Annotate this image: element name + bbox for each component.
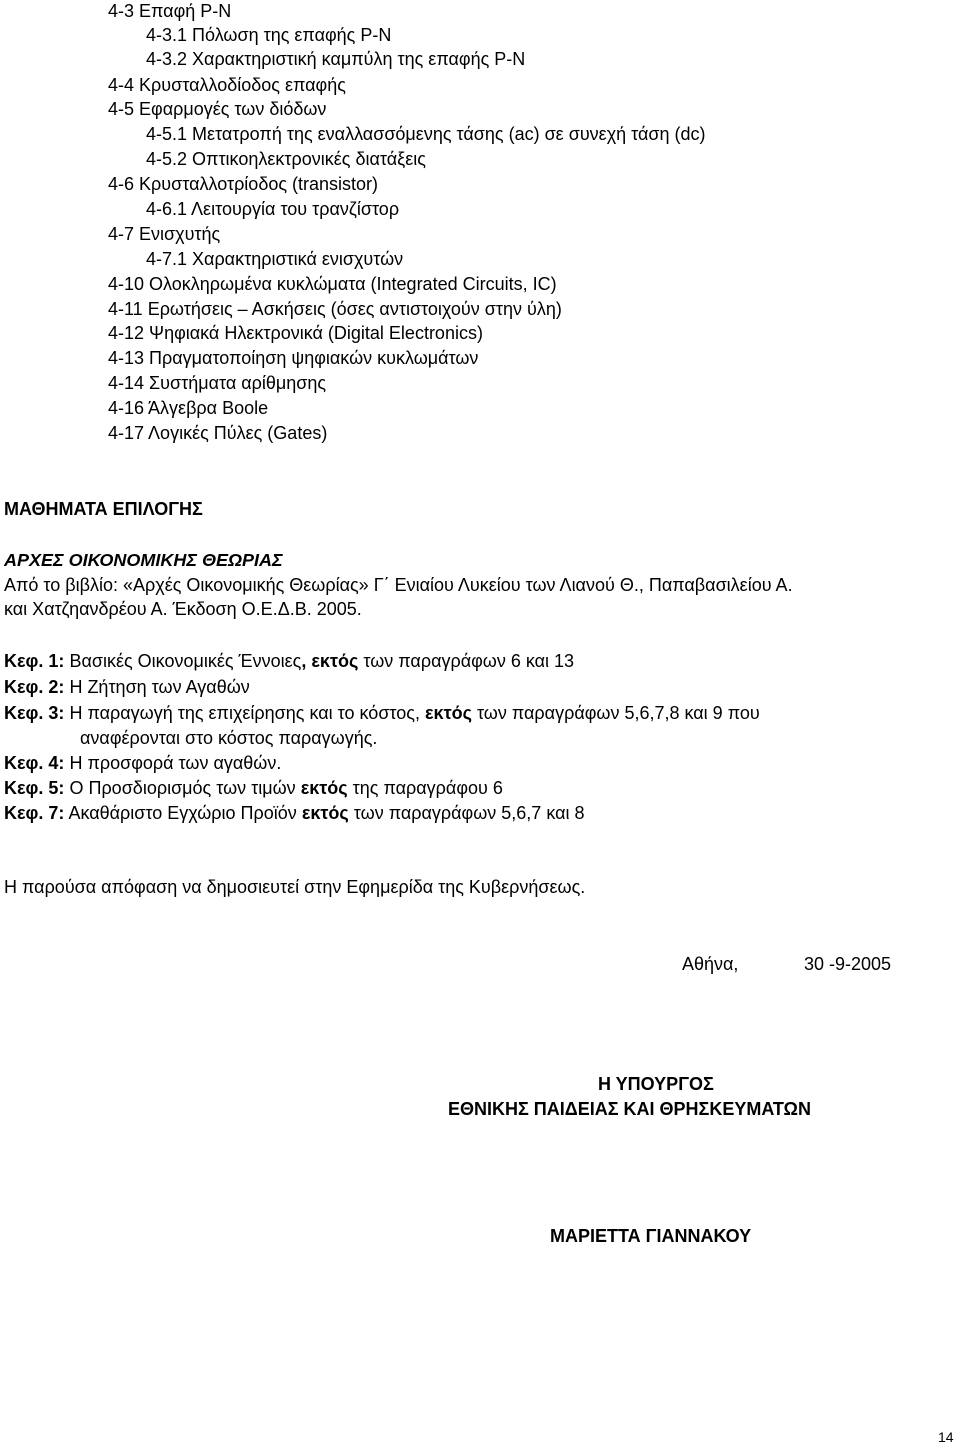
chapter-label: Κεφ. 7: bbox=[4, 803, 65, 823]
toc-item: 4-16 Άλγεβρα Boole bbox=[108, 398, 269, 418]
chapter-label: Κεφ. 4: bbox=[4, 753, 65, 773]
chapter-label: Κεφ. 1: bbox=[4, 651, 65, 671]
signature-title: Η ΥΠΟΥΡΓΟΣ bbox=[598, 1074, 714, 1094]
section-heading: ΜΑΘΗΜΑΤΑ ΕΠΙΛΟΓΗΣ bbox=[4, 499, 203, 519]
book-reference-line: Από το βιβλίο: «Αρχές Οικονομικής Θεωρίας» Γ΄ Ενιαίου Λυκείου των Λιανού Θ., Παπαβασιλείου Α. bbox=[4, 575, 793, 595]
chapter-line bbox=[4, 676, 250, 698]
book-reference-line: και Χατζηανδρέου Α. Έκδοση Ο.Ε.Δ.Β. 2005. bbox=[4, 599, 362, 619]
chapter-continuation: αναφέρονται στο κόστος παραγωγής. bbox=[80, 728, 378, 748]
chapter-line bbox=[4, 650, 574, 672]
toc-item: 4-5 Εφαρμογές των διόδων bbox=[108, 99, 327, 119]
chapter-exception: εκτός bbox=[301, 803, 349, 823]
toc-item: 4-3 Επαφή P-N bbox=[108, 1, 232, 21]
toc-item: 4-6 Κρυσταλλοτρίοδος (transistor) bbox=[108, 174, 379, 194]
toc-item: 4-5.1 Μετατροπή της εναλλασσόμενης τάσης (ac) σε συνεχή τάση (dc) bbox=[146, 124, 706, 144]
date-label: 30 -9-2005 bbox=[804, 954, 892, 974]
chapter-line bbox=[4, 802, 585, 824]
chapter-text: Ακαθάριστο Εγχώριο Προϊόν bbox=[64, 803, 302, 823]
chapter-text: Ο Προσδιορισμός των τιμών bbox=[64, 778, 301, 798]
signature-name: ΜΑΡΙΕΤΤΑ ΓΙΑΝΝΑΚΟΥ bbox=[550, 1226, 752, 1246]
place-label: Αθήνα, bbox=[682, 954, 739, 974]
chapter-line bbox=[4, 777, 503, 799]
chapter-exception: , εκτός bbox=[301, 651, 359, 671]
chapter-text: Η Ζήτηση των Αγαθών bbox=[64, 677, 250, 697]
toc-item: 4-11 Ερωτήσεις – Ασκήσεις (όσες αντιστοιχούν στην ύλη) bbox=[108, 299, 562, 319]
chapter-label: Κεφ. 5: bbox=[4, 778, 65, 798]
page-number: 14 bbox=[938, 1429, 954, 1445]
course-title: ΑΡΧΕΣ ΟΙΚΟΝΟΜΙΚΗΣ ΘΕΩΡΙΑΣ bbox=[4, 550, 283, 570]
toc-item: 4-17 Λογικές Πύλες (Gates) bbox=[108, 423, 328, 443]
chapter-line bbox=[4, 702, 760, 724]
toc-item: 4-7 Ενισχυτής bbox=[108, 224, 221, 244]
chapter-text: Η παραγωγή της επιχείρησης και το κόστος, bbox=[64, 703, 425, 723]
toc-item: 4-3.2 Χαρακτηριστική καμπύλη της επαφής P-N bbox=[146, 49, 526, 69]
chapter-text: Η προσφορά των αγαθών. bbox=[64, 753, 282, 773]
chapter-line bbox=[4, 752, 281, 774]
chapter-exception: εκτός bbox=[300, 778, 348, 798]
chapter-text: των παραγράφων 5,6,7 και 8 bbox=[348, 803, 585, 823]
toc-item: 4-6.1 Λειτουργία του τρανζίστορ bbox=[146, 199, 400, 219]
chapter-label: Κεφ. 2: bbox=[4, 677, 65, 697]
chapter-text: των παραγράφων 6 και 13 bbox=[358, 651, 575, 671]
toc-item: 4-7.1 Χαρακτηριστικά ενισχυτών bbox=[146, 249, 404, 269]
toc-item: 4-4 Κρυσταλλοδίοδος επαφής bbox=[108, 75, 346, 95]
toc-item: 4-10 Ολοκληρωμένα κυκλώματα (Integrated Circuits, IC) bbox=[108, 274, 557, 294]
toc-item: 4-14 Συστήματα αρίθμησης bbox=[108, 373, 327, 393]
chapter-exception: εκτός bbox=[424, 703, 472, 723]
toc-item: 4-12 Ψηφιακά Ηλεκτρονικά (Digital Electronics) bbox=[108, 323, 483, 343]
decision-statement: Η παρούσα απόφαση να δημοσιευτεί στην Εφημερίδα της Κυβερνήσεως. bbox=[4, 877, 586, 897]
chapter-text: της παραγράφου 6 bbox=[347, 778, 503, 798]
chapter-label: Κεφ. 3: bbox=[4, 703, 65, 723]
toc-item: 4-5.2 Οπτικοηλεκτρονικές διατάξεις bbox=[146, 149, 426, 169]
chapter-text: των παραγράφων 5,6,7,8 και 9 που bbox=[471, 703, 760, 723]
chapter-text: Βασικές Οικονομικές Έννοιες bbox=[64, 651, 302, 671]
signature-ministry: ΕΘΝΙΚΗΣ ΠΑΙΔΕΙΑΣ ΚΑΙ ΘΡΗΣΚΕΥΜΑΤΩΝ bbox=[448, 1099, 811, 1119]
toc-item: 4-13 Πραγματοποίηση ψηφιακών κυκλωμάτων bbox=[108, 348, 479, 368]
toc-item: 4-3.1 Πόλωση της επαφής P-N bbox=[146, 25, 392, 45]
